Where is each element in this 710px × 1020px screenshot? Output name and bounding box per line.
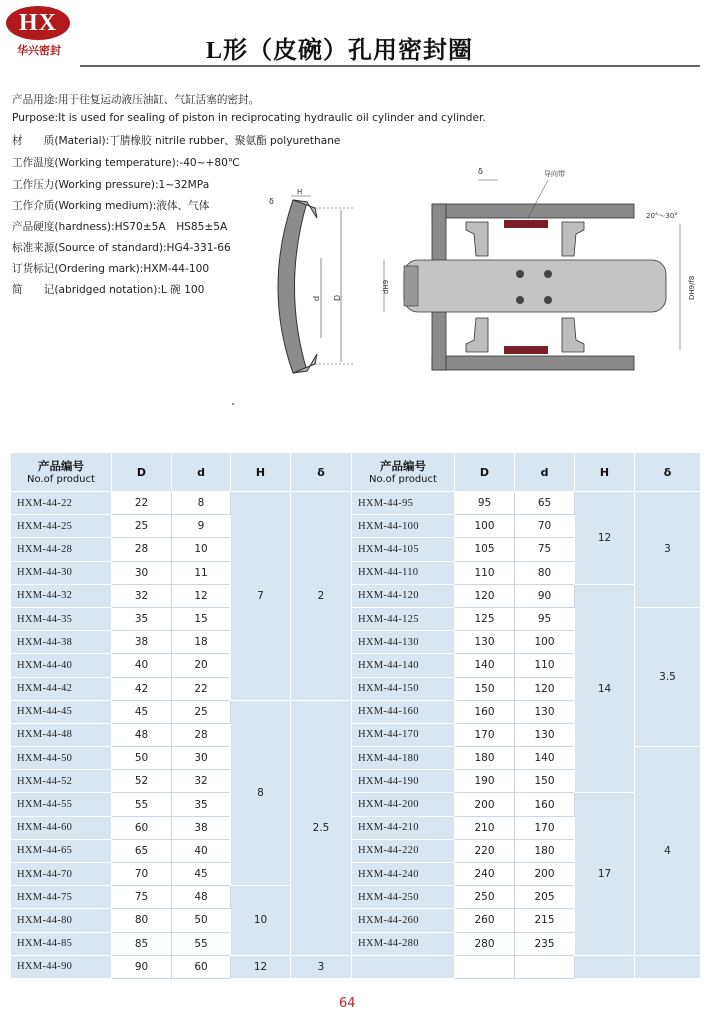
product-no-cell: HXM-44-260 bbox=[352, 909, 455, 932]
delta-cell bbox=[635, 955, 701, 978]
D-cell: 190 bbox=[455, 770, 515, 793]
H-cell: 7 bbox=[231, 492, 291, 701]
product-no-cell: HXM-44-90 bbox=[11, 955, 112, 978]
D-cell: 35 bbox=[112, 607, 172, 630]
D-cell: 170 bbox=[455, 723, 515, 746]
logo-subtitle: 华兴密封 bbox=[17, 44, 61, 57]
D-cell: 110 bbox=[455, 561, 515, 584]
d-cell: 170 bbox=[515, 816, 575, 839]
label-H: H bbox=[297, 188, 303, 196]
d-cell: 205 bbox=[515, 886, 575, 909]
header-delta: δ bbox=[291, 453, 352, 492]
product-no-cell: HXM-44-52 bbox=[11, 770, 112, 793]
product-no-cell: HXM-44-220 bbox=[352, 839, 455, 862]
d-cell: 18 bbox=[172, 631, 231, 654]
table-row bbox=[11, 955, 701, 978]
D-cell: 220 bbox=[455, 839, 515, 862]
d-cell: 38 bbox=[172, 816, 231, 839]
header-delta: δ bbox=[635, 453, 701, 492]
product-no-cell: HXM-44-32 bbox=[11, 584, 112, 607]
d-cell: 40 bbox=[172, 839, 231, 862]
D-cell: 42 bbox=[112, 677, 172, 700]
d-cell: 120 bbox=[515, 677, 575, 700]
d-cell: 90 bbox=[515, 584, 575, 607]
header-H: H bbox=[231, 453, 291, 492]
d-cell: 215 bbox=[515, 909, 575, 932]
product-no-cell: HXM-44-65 bbox=[11, 839, 112, 862]
label-guide-band: 导向带 bbox=[544, 170, 565, 178]
product-no-cell: HXM-44-22 bbox=[11, 492, 112, 515]
product-no-cell: HXM-44-110 bbox=[352, 561, 455, 584]
decorative-dot bbox=[232, 403, 234, 405]
D-cell: 210 bbox=[455, 816, 515, 839]
company-logo bbox=[6, 6, 72, 56]
assembly-diagram bbox=[378, 160, 700, 390]
product-no-cell: HXM-44-150 bbox=[352, 677, 455, 700]
d-cell: 75 bbox=[515, 538, 575, 561]
D-cell: 45 bbox=[112, 700, 172, 723]
D-cell: 200 bbox=[455, 793, 515, 816]
d-cell: 130 bbox=[515, 723, 575, 746]
D-cell: 25 bbox=[112, 515, 172, 538]
label-D: D bbox=[333, 294, 342, 301]
delta-cell: 2.5 bbox=[291, 700, 352, 955]
product-no-cell bbox=[352, 955, 455, 978]
d-cell: 32 bbox=[172, 770, 231, 793]
header-d: d bbox=[515, 453, 575, 492]
delta-cell: 3 bbox=[291, 955, 352, 978]
d-cell: 100 bbox=[515, 631, 575, 654]
D-cell: 28 bbox=[112, 538, 172, 561]
D-cell: 140 bbox=[455, 654, 515, 677]
product-no-cell: HXM-44-170 bbox=[352, 723, 455, 746]
D-cell: 38 bbox=[112, 631, 172, 654]
d-cell: 28 bbox=[172, 723, 231, 746]
product-no-cell: HXM-44-120 bbox=[352, 584, 455, 607]
table-row bbox=[11, 793, 701, 816]
header-product-no: 产品编号 No.of product bbox=[11, 453, 112, 492]
d-cell: 50 bbox=[172, 909, 231, 932]
d-cell: 10 bbox=[172, 538, 231, 561]
product-no-cell: HXM-44-80 bbox=[11, 909, 112, 932]
spec-medium: 工作介质(Working medium):液体、气体 bbox=[12, 200, 210, 212]
d-cell: 20 bbox=[172, 654, 231, 677]
D-cell: 130 bbox=[455, 631, 515, 654]
D-cell: 75 bbox=[112, 886, 172, 909]
d-cell: 30 bbox=[172, 747, 231, 770]
table-row bbox=[11, 584, 701, 607]
product-spec-table bbox=[10, 452, 701, 979]
product-no-cell: HXM-44-42 bbox=[11, 677, 112, 700]
title-divider bbox=[80, 65, 700, 67]
product-no-cell: HXM-44-28 bbox=[11, 538, 112, 561]
d-cell: 180 bbox=[515, 839, 575, 862]
d-cell: 35 bbox=[172, 793, 231, 816]
product-no-cell: HXM-44-200 bbox=[352, 793, 455, 816]
product-no-cell: HXM-44-48 bbox=[11, 723, 112, 746]
spec-material: 材 质(Material):丁腈橡胶 nitrile rubber、聚氨酯 polyurethane bbox=[12, 135, 341, 147]
spec-abridged-notation: 简 记(abridged notation):L 碗 100 bbox=[12, 284, 205, 296]
D-cell: 48 bbox=[112, 723, 172, 746]
label-angle: 20°～30° bbox=[646, 212, 678, 220]
D-cell: 180 bbox=[455, 747, 515, 770]
d-cell: 110 bbox=[515, 654, 575, 677]
d-cell: 130 bbox=[515, 700, 575, 723]
D-cell: 32 bbox=[112, 584, 172, 607]
D-cell: 240 bbox=[455, 863, 515, 886]
product-no-cell: HXM-44-160 bbox=[352, 700, 455, 723]
product-no-cell: HXM-44-55 bbox=[11, 793, 112, 816]
d-cell: 48 bbox=[172, 886, 231, 909]
D-cell: 120 bbox=[455, 584, 515, 607]
D-cell: 60 bbox=[112, 816, 172, 839]
D-cell: 85 bbox=[112, 932, 172, 955]
spec-usage-zh: 产品用途:用于往复运动液压油缸、气缸活塞的密封。 bbox=[12, 94, 260, 106]
label-drod: dH9 bbox=[382, 279, 390, 294]
D-cell: 280 bbox=[455, 932, 515, 955]
D-cell: 90 bbox=[112, 955, 172, 978]
header-d: d bbox=[172, 453, 231, 492]
d-cell bbox=[515, 955, 575, 978]
D-cell: 50 bbox=[112, 747, 172, 770]
product-no-cell: HXM-44-60 bbox=[11, 816, 112, 839]
spec-temperature: 工作温度(Working temperature):-40~+80℃ bbox=[12, 157, 240, 169]
d-cell: 150 bbox=[515, 770, 575, 793]
spec-standard: 标准来源(Source of standard):HG4-331-66 bbox=[12, 242, 231, 254]
D-cell: 250 bbox=[455, 886, 515, 909]
d-cell: 25 bbox=[172, 700, 231, 723]
table-row bbox=[11, 492, 701, 515]
H-cell bbox=[575, 955, 635, 978]
page-title: L形（皮碗）孔用密封圈 bbox=[206, 38, 474, 64]
D-cell: 260 bbox=[455, 909, 515, 932]
D-cell: 160 bbox=[455, 700, 515, 723]
d-cell: 8 bbox=[172, 492, 231, 515]
d-cell: 80 bbox=[515, 561, 575, 584]
label-delta-right: δ bbox=[478, 167, 483, 176]
product-no-cell: HXM-44-95 bbox=[352, 492, 455, 515]
product-no-cell: HXM-44-50 bbox=[11, 747, 112, 770]
spec-purpose-en: Purpose:It is used for sealing of piston in reciprocating hydraulic oil cylinder and cylinder. bbox=[12, 112, 486, 124]
product-no-cell: HXM-44-38 bbox=[11, 631, 112, 654]
product-no-cell: HXM-44-180 bbox=[352, 747, 455, 770]
d-cell: 65 bbox=[515, 492, 575, 515]
logo-mark: HX bbox=[6, 6, 70, 40]
d-cell: 160 bbox=[515, 793, 575, 816]
product-no-cell: HXM-44-130 bbox=[352, 631, 455, 654]
product-no-cell: HXM-44-30 bbox=[11, 561, 112, 584]
D-cell: 80 bbox=[112, 909, 172, 932]
D-cell: 105 bbox=[455, 538, 515, 561]
product-no-cell: HXM-44-75 bbox=[11, 886, 112, 909]
delta-cell: 3 bbox=[635, 492, 701, 608]
H-cell: 12 bbox=[575, 492, 635, 585]
d-cell: 200 bbox=[515, 863, 575, 886]
H-cell: 8 bbox=[231, 700, 291, 886]
d-cell: 15 bbox=[172, 607, 231, 630]
spec-hardness: 产品硬度(hardness):HS70±5A HS85±5A bbox=[12, 221, 228, 233]
spec-ordering-mark: 订货标记(Ordering mark):HXM-44-100 bbox=[12, 263, 210, 275]
product-no-cell: HXM-44-125 bbox=[352, 607, 455, 630]
d-cell: 70 bbox=[515, 515, 575, 538]
page-number: 64 bbox=[339, 996, 356, 1011]
d-cell: 9 bbox=[172, 515, 231, 538]
d-cell: 55 bbox=[172, 932, 231, 955]
d-cell: 22 bbox=[172, 677, 231, 700]
delta-cell: 3.5 bbox=[635, 607, 701, 746]
header-product-no: 产品编号 No.of product bbox=[352, 453, 455, 492]
H-cell: 14 bbox=[575, 584, 635, 793]
H-cell: 10 bbox=[231, 886, 291, 956]
D-cell: 52 bbox=[112, 770, 172, 793]
D-cell: 100 bbox=[455, 515, 515, 538]
d-cell: 95 bbox=[515, 607, 575, 630]
product-no-cell: HXM-44-70 bbox=[11, 863, 112, 886]
D-cell: 125 bbox=[455, 607, 515, 630]
D-cell: 40 bbox=[112, 654, 172, 677]
product-no-cell: HXM-44-190 bbox=[352, 770, 455, 793]
D-cell: 70 bbox=[112, 863, 172, 886]
D-cell: 95 bbox=[455, 492, 515, 515]
product-no-cell: HXM-44-105 bbox=[352, 538, 455, 561]
D-cell: 55 bbox=[112, 793, 172, 816]
d-cell: 12 bbox=[172, 584, 231, 607]
d-cell: 11 bbox=[172, 561, 231, 584]
header-H: H bbox=[575, 453, 635, 492]
product-no-cell: HXM-44-280 bbox=[352, 932, 455, 955]
d-cell: 235 bbox=[515, 932, 575, 955]
d-cell: 60 bbox=[172, 955, 231, 978]
product-no-cell: HXM-44-210 bbox=[352, 816, 455, 839]
product-no-cell: HXM-44-25 bbox=[11, 515, 112, 538]
product-no-cell: HXM-44-40 bbox=[11, 654, 112, 677]
H-cell: 17 bbox=[575, 793, 635, 955]
D-cell: 65 bbox=[112, 839, 172, 862]
d-cell: 45 bbox=[172, 863, 231, 886]
D-cell: 30 bbox=[112, 561, 172, 584]
product-no-cell: HXM-44-35 bbox=[11, 607, 112, 630]
product-no-cell: HXM-44-140 bbox=[352, 654, 455, 677]
table-header-row bbox=[11, 453, 701, 492]
label-dhole: DH9/f8 bbox=[688, 275, 696, 300]
header-D: D bbox=[112, 453, 172, 492]
D-cell bbox=[455, 955, 515, 978]
D-cell: 22 bbox=[112, 492, 172, 515]
product-no-cell: HXM-44-85 bbox=[11, 932, 112, 955]
product-no-cell: HXM-44-250 bbox=[352, 886, 455, 909]
product-no-cell: HXM-44-240 bbox=[352, 863, 455, 886]
spec-pressure: 工作压力(Working pressure):1~32MPa bbox=[12, 179, 210, 191]
delta-cell: 2 bbox=[291, 492, 352, 701]
header-D: D bbox=[455, 453, 515, 492]
H-cell: 12 bbox=[231, 955, 291, 978]
product-no-cell: HXM-44-45 bbox=[11, 700, 112, 723]
d-cell: 140 bbox=[515, 747, 575, 770]
delta-cell: 4 bbox=[635, 747, 701, 956]
seal-section-diagram bbox=[255, 188, 360, 383]
D-cell: 150 bbox=[455, 677, 515, 700]
label-d: d bbox=[312, 295, 321, 301]
product-no-cell: HXM-44-100 bbox=[352, 515, 455, 538]
label-delta-left: δ bbox=[269, 197, 274, 206]
